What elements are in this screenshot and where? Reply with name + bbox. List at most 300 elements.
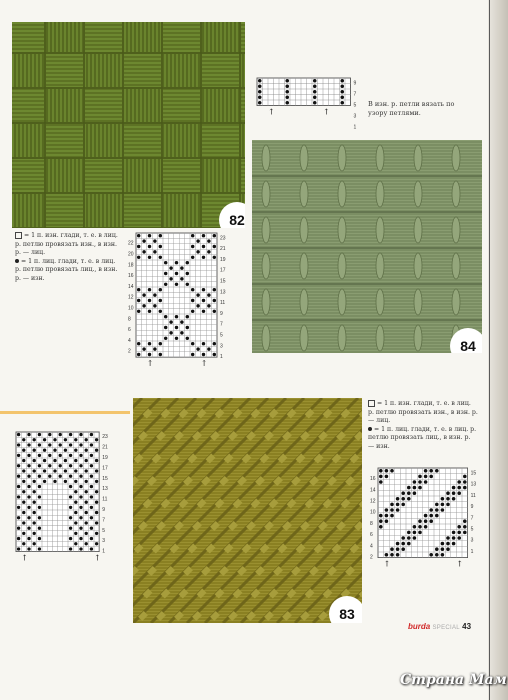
- stitch-dot: [169, 331, 172, 334]
- stitch-dot: [64, 480, 67, 483]
- empty-square-icon: [368, 400, 375, 407]
- stitch-dot: [27, 464, 30, 467]
- weave-block: [85, 194, 122, 227]
- stitch-dot: [137, 342, 140, 345]
- stitch-dot: [435, 553, 439, 557]
- stitch-dot: [43, 449, 46, 452]
- stitch-dot: [441, 508, 445, 512]
- stitch-dot: [153, 293, 156, 296]
- row-number: 19: [102, 454, 108, 461]
- row-number: 11: [470, 492, 476, 499]
- stitch-dot: [74, 521, 77, 524]
- stitch-dot: [48, 475, 51, 478]
- stitch-dot: [22, 469, 25, 472]
- stitch-dot: [148, 342, 151, 345]
- stitch-dot: [74, 511, 77, 514]
- stitch-dot: [159, 310, 162, 313]
- stitch-dot: [85, 480, 88, 483]
- stitch-dot: [441, 547, 445, 551]
- row-number: 1: [353, 124, 357, 131]
- stitch-dot: [137, 310, 140, 313]
- cable-cross: [452, 181, 460, 207]
- stitch-dot: [164, 315, 167, 318]
- cable-cross: [300, 289, 308, 315]
- stitch-dot: [385, 469, 389, 473]
- stitch-dot: [258, 84, 262, 88]
- row-number: 7: [353, 91, 357, 98]
- stitch-dot: [27, 443, 30, 446]
- stitch-dot: [164, 261, 167, 264]
- stitch-dot: [424, 514, 428, 518]
- row-number: 5: [220, 332, 223, 339]
- stitch-dot: [202, 342, 205, 345]
- repeat-arrow-icon: ↑: [94, 553, 101, 563]
- weave-block: [241, 159, 245, 192]
- stitch-dot: [22, 490, 25, 493]
- stitch-dot: [74, 438, 77, 441]
- stitch-dot: [159, 256, 162, 259]
- stitch-dot: [313, 95, 317, 99]
- stitch-dot: [186, 261, 189, 264]
- stitch-dot: [90, 537, 93, 540]
- stitch-dot: [33, 542, 36, 545]
- stitch-dot: [385, 508, 389, 512]
- weave-block: [12, 159, 44, 192]
- stitch-dot: [159, 245, 162, 248]
- weave-block: [241, 22, 245, 52]
- row-number: 7: [102, 517, 105, 524]
- row-number: 23: [220, 235, 226, 242]
- cable-cross: [300, 217, 308, 243]
- stitch-dot: [396, 503, 400, 507]
- stitch-dot: [186, 315, 189, 318]
- stitch-dot: [79, 464, 82, 467]
- stitch-dot: [186, 283, 189, 286]
- stitch-dot: [457, 525, 461, 529]
- row-number: 9: [353, 80, 357, 87]
- weave-block: [241, 89, 245, 122]
- cable-cross: [262, 181, 270, 207]
- stitch-dot: [175, 326, 178, 329]
- stitch-dot: [186, 337, 189, 340]
- stitch-dot: [191, 342, 194, 345]
- stitch-dot: [79, 485, 82, 488]
- stitch-dot: [258, 90, 262, 94]
- stitch-dot: [441, 497, 445, 501]
- stitch-dot: [340, 90, 344, 94]
- stitch-dot: [379, 519, 383, 523]
- stitch-dot: [435, 547, 439, 551]
- stitch-dot: [64, 469, 67, 472]
- cable-cross: [414, 325, 422, 351]
- cable-cross: [300, 325, 308, 351]
- stitch-dot: [33, 469, 36, 472]
- row-number: 9: [102, 506, 105, 513]
- stitch-dot: [22, 532, 25, 535]
- stitch-dot: [159, 342, 162, 345]
- stitch-dot: [175, 272, 178, 275]
- stitch-dot: [180, 266, 183, 269]
- stitch-dot: [213, 256, 216, 259]
- row-number: 15: [470, 470, 477, 477]
- stitch-dot: [258, 79, 262, 83]
- stitch-dot: [164, 337, 167, 340]
- stitch-dot: [429, 553, 433, 557]
- row-number: 10: [128, 305, 134, 312]
- legend-83-item-1: = 1 п. изн. глади, т. е. в лиц. р. петлю провязать изн., в изн. р. — лиц.: [368, 400, 478, 424]
- row-number: 1: [220, 354, 223, 361]
- stitch-dot: [202, 245, 205, 248]
- stitch-dot: [379, 469, 383, 473]
- stitch-dot: [180, 320, 183, 323]
- cable-cross: [376, 217, 384, 243]
- stitch-dot: [90, 443, 93, 446]
- weave-block: [163, 194, 200, 227]
- stitch-dot: [390, 503, 394, 507]
- stitch-dot: [452, 536, 456, 540]
- stitch-dot: [59, 475, 62, 478]
- weave-block: [46, 22, 83, 52]
- knitting-chart-left: [10, 428, 126, 578]
- stitch-dot: [413, 480, 417, 484]
- stitch-dot: [407, 497, 411, 501]
- stitch-dot: [59, 464, 62, 467]
- stitch-dot: [407, 531, 411, 535]
- stitch-dot: [435, 514, 439, 518]
- stitch-dot: [429, 519, 433, 523]
- knitting-chart-83: [368, 464, 486, 584]
- stitch-dot: [137, 288, 140, 291]
- stitch-dot: [446, 497, 450, 501]
- stitch-dot: [22, 449, 25, 452]
- stitch-dot: [90, 485, 93, 488]
- stitch-dot: [258, 95, 262, 99]
- stitch-dot: [213, 310, 216, 313]
- stitch-dot: [424, 480, 428, 484]
- weave-block: [124, 194, 161, 227]
- stitch-dot: [452, 542, 456, 546]
- stitch-dot: [53, 480, 56, 483]
- stitch-dot: [207, 239, 210, 242]
- stitch-dot: [213, 245, 216, 248]
- row-number: 14: [128, 283, 134, 290]
- stitch-dot: [95, 480, 98, 483]
- stitch-dot: [202, 299, 205, 302]
- stitch-dot: [38, 433, 41, 436]
- row-number: 6: [128, 327, 131, 334]
- stitch-dot: [285, 95, 289, 99]
- chart-frame: [257, 78, 351, 106]
- stitch-dot: [33, 480, 36, 483]
- stitch-dot: [137, 353, 140, 356]
- row-number: 3: [102, 538, 105, 545]
- stitch-dot: [313, 101, 317, 105]
- row-number: 21: [220, 246, 226, 253]
- stitch-dot: [85, 490, 88, 493]
- legend-83-item-2: = 1 п. лиц. глади, т. е. в лиц. р. петлю провязать лиц., в изн. р. — изн.: [368, 425, 477, 450]
- stitch-dot: [396, 508, 400, 512]
- stitch-dot: [401, 542, 405, 546]
- stitch-dot: [407, 486, 411, 490]
- cable-cross: [414, 217, 422, 243]
- row-number: 4: [370, 543, 373, 550]
- stitch-dot: [159, 234, 162, 237]
- stitch-dot: [446, 536, 450, 540]
- divider-line: [0, 411, 130, 414]
- stitch-dot: [74, 459, 77, 462]
- knitting-chart-82: [122, 228, 244, 370]
- stitch-dot: [85, 459, 88, 462]
- dot-icon: [368, 427, 372, 431]
- row-number: 1: [470, 548, 474, 555]
- stitch-dot: [191, 310, 194, 313]
- stitch-dot: [340, 79, 344, 83]
- stitch-dot: [457, 491, 461, 495]
- stitch-dot: [59, 443, 62, 446]
- row-number: 17: [102, 465, 108, 472]
- stitch-dot: [153, 347, 156, 350]
- stitch-dot: [38, 516, 41, 519]
- stitch-dot: [463, 486, 467, 490]
- stitch-dot: [441, 553, 445, 557]
- row-number: 16: [370, 476, 376, 483]
- stitch-dot: [452, 486, 456, 490]
- stitch-dot: [191, 288, 194, 291]
- row-number: 8: [128, 316, 131, 323]
- repeat-arrow-icon: ↑: [200, 359, 208, 369]
- chart-84: [253, 72, 365, 134]
- stitch-dot: [148, 256, 151, 259]
- stitch-dot: [153, 250, 156, 253]
- repeat-arrow-icon: ↑: [383, 559, 391, 569]
- stitch-dot: [164, 283, 167, 286]
- stitch-dot: [424, 519, 428, 523]
- stitch-dot: [418, 480, 422, 484]
- stitch-dot: [202, 310, 205, 313]
- stitch-dot: [418, 486, 422, 490]
- weave-block: [12, 194, 44, 227]
- stitch-dot: [258, 101, 262, 105]
- stitch-dot: [33, 501, 36, 504]
- cable-cross: [414, 253, 422, 279]
- stitch-dot: [379, 525, 383, 529]
- row-number: 13: [102, 486, 108, 493]
- stitch-dot: [142, 239, 145, 242]
- stitch-dot: [413, 491, 417, 495]
- row-number: 12: [128, 294, 134, 301]
- stitch-dot: [90, 464, 93, 467]
- stitch-dot: [17, 527, 20, 530]
- stitch-dot: [401, 497, 405, 501]
- note-84: В изн. р. петли вязать по узору петлями.: [368, 100, 455, 117]
- stitch-dot: [153, 304, 156, 307]
- stitch-dot: [69, 475, 72, 478]
- page-spine: [488, 0, 508, 700]
- stitch-dot: [435, 469, 439, 473]
- stitch-dot: [313, 84, 317, 88]
- stitch-dot: [441, 503, 445, 507]
- stitch-dot: [74, 480, 77, 483]
- cable-cross: [452, 289, 460, 315]
- weave-block: [85, 22, 122, 52]
- cable-cross: [300, 181, 308, 207]
- stitch-dot: [38, 506, 41, 509]
- weave-block: [163, 89, 200, 122]
- cable-cross: [414, 145, 422, 171]
- stitch-dot: [48, 433, 51, 436]
- stitch-dot: [95, 469, 98, 472]
- cable-cross: [262, 217, 270, 243]
- cable-cross: [376, 325, 384, 351]
- cable-cross: [262, 253, 270, 279]
- stitch-dot: [142, 304, 145, 307]
- stitch-dot: [90, 495, 93, 498]
- stitch-dot: [191, 299, 194, 302]
- cable-cross: [452, 217, 460, 243]
- row-number: 18: [128, 262, 134, 269]
- stitch-dot: [64, 449, 67, 452]
- stitch-dot: [385, 475, 389, 479]
- stitch-dot: [27, 537, 30, 540]
- stitch-dot: [69, 443, 72, 446]
- row-number: 23: [102, 434, 108, 441]
- stitch-dot: [285, 90, 289, 94]
- stitch-dot: [390, 547, 394, 551]
- row-number: 17: [220, 267, 226, 274]
- stitch-dot: [79, 454, 82, 457]
- stitch-dot: [164, 326, 167, 329]
- pattern-number-84: 84: [450, 328, 482, 353]
- cable-cross: [262, 289, 270, 315]
- pattern-number-82: 82: [219, 202, 245, 228]
- stitch-dot: [148, 310, 151, 313]
- row-number: 10: [370, 509, 376, 516]
- stitch-dot: [313, 90, 317, 94]
- stitch-dot: [17, 547, 20, 550]
- row-number: 11: [102, 496, 108, 503]
- stitch-dot: [196, 293, 199, 296]
- stitch-dot: [169, 277, 172, 280]
- watermark: Страна Мам: [400, 672, 507, 688]
- stitch-dot: [95, 449, 98, 452]
- stitch-dot: [213, 234, 216, 237]
- cable-cross: [338, 289, 346, 315]
- stitch-dot: [22, 459, 25, 462]
- cable-cross: [414, 289, 422, 315]
- stitch-dot: [191, 245, 194, 248]
- cable-cross: [262, 145, 270, 171]
- row-number: 1: [102, 548, 105, 555]
- stitch-dot: [17, 495, 20, 498]
- weave-block: [124, 159, 161, 192]
- stitch-dot: [401, 503, 405, 507]
- cable-cross: [452, 145, 460, 171]
- row-number: 3: [470, 537, 474, 544]
- stitch-dot: [390, 553, 394, 557]
- stitch-dot: [429, 514, 433, 518]
- stitch-dot: [418, 519, 422, 523]
- stitch-dot: [202, 256, 205, 259]
- empty-square-icon: [15, 232, 22, 239]
- weave-block: [46, 159, 83, 192]
- stitch-dot: [90, 454, 93, 457]
- stitch-dot: [207, 293, 210, 296]
- stitch-dot: [207, 304, 210, 307]
- stitch-dot: [85, 438, 88, 441]
- stitch-dot: [95, 459, 98, 462]
- stitch-dot: [379, 480, 383, 484]
- stitch-dot: [33, 438, 36, 441]
- weave-block: [163, 159, 200, 192]
- stitch-dot: [33, 521, 36, 524]
- weave-block: [202, 159, 239, 192]
- stitch-dot: [85, 449, 88, 452]
- stitch-dot: [33, 459, 36, 462]
- weave-block: [85, 159, 122, 192]
- row-number: 13: [220, 289, 226, 296]
- cable-cross: [338, 145, 346, 171]
- stitch-dot: [148, 353, 151, 356]
- stitch-dot: [22, 521, 25, 524]
- stitch-dot: [95, 501, 98, 504]
- stitch-dot: [385, 553, 389, 557]
- stitch-dot: [43, 469, 46, 472]
- stitch-dot: [401, 536, 405, 540]
- cable-grid-texture: [252, 140, 482, 353]
- weave-block: [12, 89, 44, 122]
- stitch-dot: [27, 527, 30, 530]
- stitch-dot: [457, 531, 461, 535]
- row-number: 13: [470, 481, 477, 488]
- stitch-dot: [191, 256, 194, 259]
- stitch-dot: [390, 508, 394, 512]
- stitch-dot: [213, 353, 216, 356]
- weave-block: [85, 124, 122, 157]
- cable-cross: [452, 253, 460, 279]
- stitch-dot: [202, 353, 205, 356]
- stitch-dot: [407, 491, 411, 495]
- row-number: 6: [370, 532, 373, 539]
- stitch-dot: [48, 464, 51, 467]
- stitch-dot: [196, 304, 199, 307]
- stitch-dot: [390, 514, 394, 518]
- stitch-dot: [186, 272, 189, 275]
- stitch-dot: [53, 449, 56, 452]
- stitch-dot: [90, 433, 93, 436]
- row-number: 22: [128, 240, 134, 247]
- repeat-arrow-icon: ↑: [323, 107, 330, 117]
- stitch-dot: [27, 506, 30, 509]
- row-number: 2: [128, 348, 131, 355]
- knit-photo-83: [133, 398, 362, 623]
- cable-cross: [376, 181, 384, 207]
- stitch-dot: [33, 490, 36, 493]
- stitch-dot: [379, 475, 383, 479]
- stitch-dot: [418, 525, 422, 529]
- stitch-dot: [418, 531, 422, 535]
- stitch-dot: [191, 234, 194, 237]
- chart-83: [368, 464, 486, 584]
- stitch-dot: [340, 95, 344, 99]
- stitch-dot: [69, 516, 72, 519]
- stitch-dot: [22, 480, 25, 483]
- stitch-dot: [95, 542, 98, 545]
- stitch-dot: [196, 347, 199, 350]
- stitch-dot: [413, 531, 417, 535]
- knitting-chart-84: [253, 72, 365, 134]
- weave-block: [202, 124, 239, 157]
- stitch-dot: [69, 433, 72, 436]
